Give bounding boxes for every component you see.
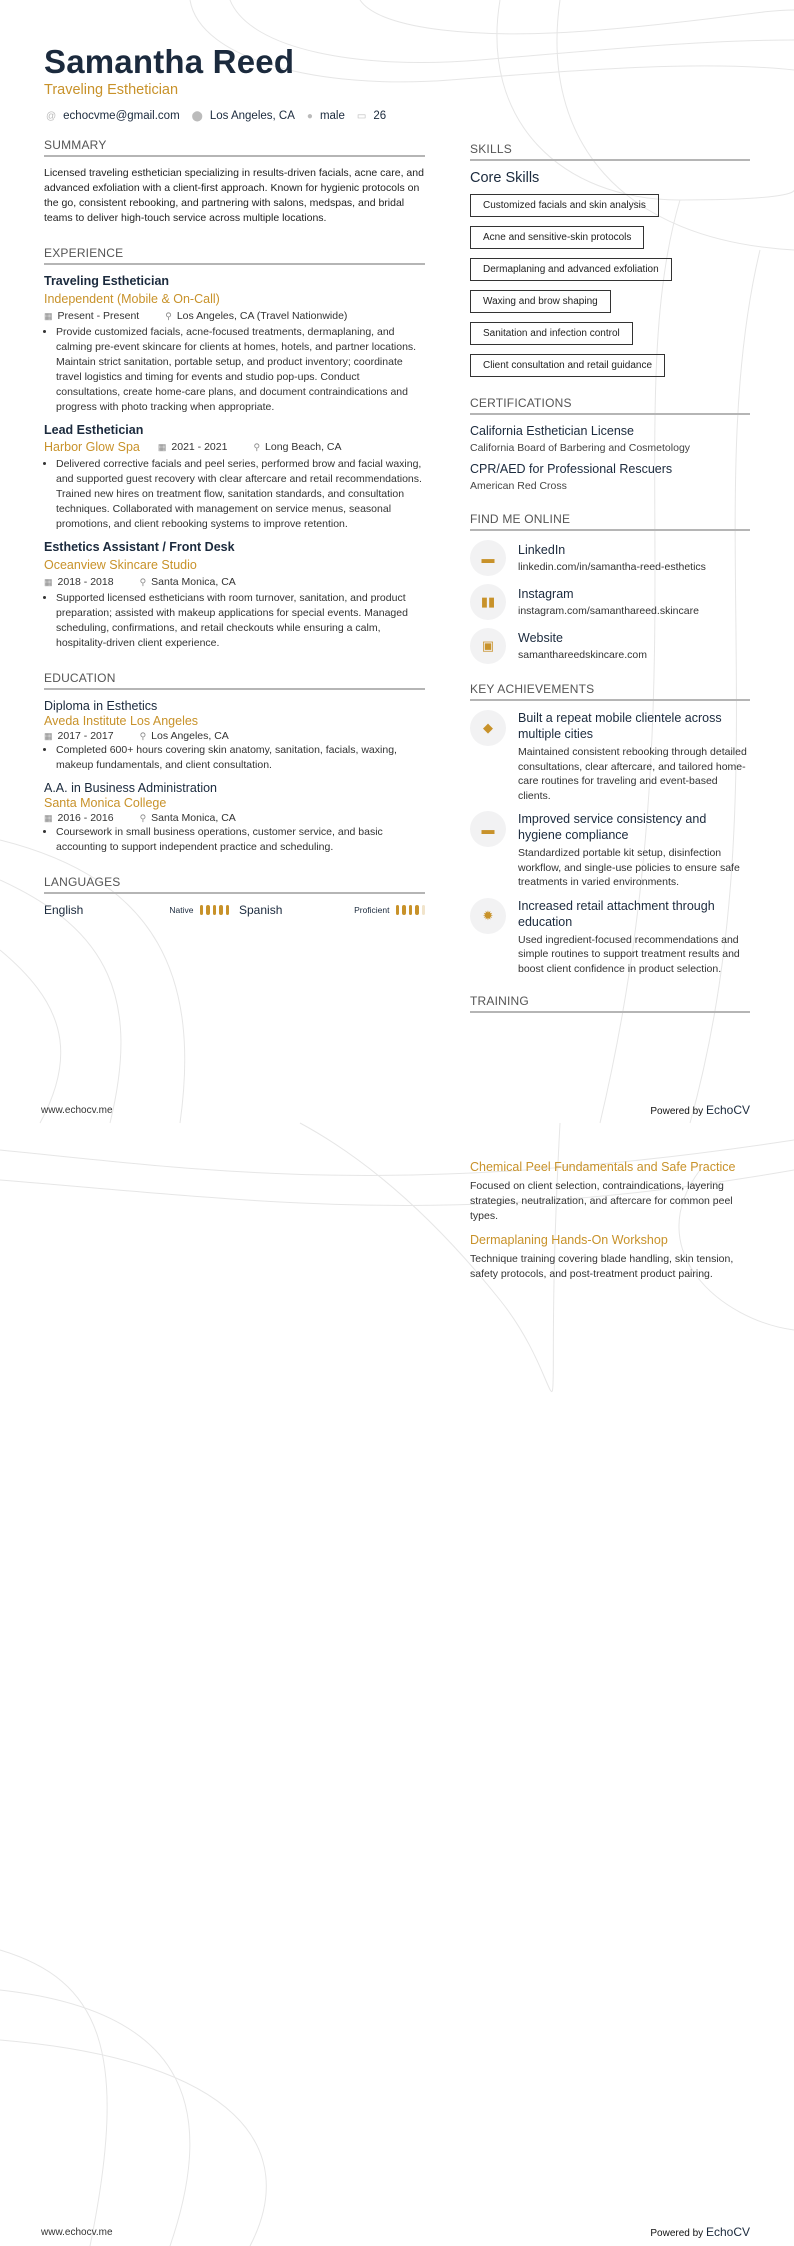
location: Los Angeles, CA <box>209 110 295 122</box>
summary-text: Licensed traveling esthetician specializing in results-driven facials, acne care, and advanced exfoliation with a client-first approach. Known for hygienic protocols on the go, consistent rebooking, and partnering with salons, medspas, and bridal teams to deliver high-touch service across multiple locations. <box>44 167 424 224</box>
skill-chip: Sanitation and infection control <box>470 322 633 345</box>
book-icon: ▮▮ <box>470 584 506 620</box>
gear-icon: ✹ <box>470 898 506 934</box>
dates: 2018 - 2018 <box>57 576 114 588</box>
achievement-item <box>470 811 750 890</box>
gender: male <box>319 110 345 122</box>
rating-bar <box>226 905 230 915</box>
location-pin-icon: ⬤ <box>191 110 203 122</box>
languages-list <box>44 903 425 917</box>
achievement-title: Built a repeat mobile clientele across multiple cities <box>518 711 722 741</box>
bullet: • Completed 600+ hours covering skin anatomy, sanitation, facials, waxing, makeup fundamentals, and client consultation. <box>56 743 425 773</box>
powered-by-label: Powered by <box>650 1106 704 1117</box>
skill-chip: Dermaplaning and advanced exfoliation <box>470 258 672 281</box>
section-experience-heading: EXPERIENCE <box>44 246 425 265</box>
achievement-item <box>470 898 750 977</box>
location-pin-icon: ⚲ <box>165 310 172 321</box>
skill-chip: Acne and sensitive-skin protocols <box>470 226 644 249</box>
code-icon: ◆ <box>470 710 506 746</box>
bookmark-icon: ▣ <box>470 628 506 664</box>
job-title: Traveling Esthetician <box>44 274 170 288</box>
skill-chip: Client consultation and retail guidance <box>470 354 665 377</box>
training-desc: Technique training covering blade handling, skin tension, safety protocols, and post-treatment product pairing. <box>470 1253 734 1280</box>
section-summary-heading: SUMMARY <box>44 138 425 157</box>
section-training-heading: TRAINING <box>470 994 750 1013</box>
calendar-icon: ▦ <box>44 730 53 741</box>
online-url[interactable]: linkedin.com/in/samantha-reed-esthetics <box>518 561 706 573</box>
section-certifications-heading: CERTIFICATIONS <box>470 396 750 415</box>
page-2 <box>0 1123 794 2246</box>
calendar-icon: ▦ <box>157 441 167 452</box>
bullet: • Delivered corrective facials and peel series, performed brow and facial waxing, and supported guest recovery with clear aftercare and retail recommendations. Trained new hires on treatment flow, sanitation standards, and consultation techniques. Collaborated with management on service menus, seasonal promotions, and client rebooking systems to improve retention. <box>56 457 425 532</box>
badge-icon: ▬ <box>470 540 506 576</box>
degree: Diploma in Esthetics <box>44 699 158 713</box>
certification-issuer: American Red Cross <box>470 480 567 492</box>
footer-site[interactable]: www.echocv.me <box>41 2227 113 2238</box>
experience-item <box>44 274 425 415</box>
achievement-item <box>470 710 750 803</box>
brand-logo: EchoCV <box>705 1103 750 1117</box>
rating-bar <box>396 905 400 915</box>
section-education-heading: EDUCATION <box>44 671 425 690</box>
calendar-icon: ▦ <box>44 310 53 321</box>
rating-bar <box>219 905 223 915</box>
achievement-desc: Standardized portable kit setup, disinfection workflow, and single-use policies to ensure safe treatments in varied environments. <box>518 847 740 888</box>
skills-list <box>470 194 750 386</box>
job-title: Esthetics Assistant / Front Desk <box>44 540 235 554</box>
rating-bar <box>422 905 426 915</box>
dates: 2017 - 2017 <box>57 730 114 742</box>
training-title: Dermaplaning Hands-On Workshop <box>470 1233 668 1247</box>
location-pin-icon: ⚲ <box>253 441 261 452</box>
job-title: Traveling Esthetician <box>44 82 179 98</box>
certification-name: CPR/AED for Professional Rescuers <box>470 462 673 476</box>
location: Long Beach, CA <box>265 441 342 453</box>
section-skills-heading: SKILLS <box>470 142 750 161</box>
rating-bar <box>402 905 406 915</box>
section-online-heading: FIND ME ONLINE <box>470 512 750 531</box>
skill-chip: Waxing and brow shaping <box>470 290 611 313</box>
at-icon: @ <box>46 110 57 122</box>
education-item <box>44 699 425 773</box>
language-item <box>44 903 229 917</box>
company: Oceanview Skincare Studio <box>44 558 197 572</box>
bullet: • Supported licensed estheticians with room turnover, sanitation, and product preparation; assisted with makeup applications for special events. Managed scheduling, confirmations, and retail checkouts while ensuring a calm, hospitality-driven client experience. <box>56 591 425 651</box>
job-title: Lead Esthetician <box>44 423 144 437</box>
certification-issuer: California Board of Barbering and Cosmetology <box>470 442 691 454</box>
dates: Present - Present <box>57 310 140 322</box>
online-website[interactable] <box>470 628 750 664</box>
online-url[interactable]: samanthareedskincare.com <box>518 649 647 661</box>
company: Harbor Glow Spa <box>44 440 140 454</box>
dates: 2016 - 2016 <box>57 812 114 824</box>
achievement-title: Increased retail attachment through education <box>518 898 715 929</box>
footer-powered[interactable] <box>650 2225 750 2239</box>
left-column <box>44 44 425 917</box>
rating-bar <box>415 905 419 915</box>
online-label: Website <box>518 631 563 645</box>
achievement-desc: Used ingredient-focused recommendations and simple routines to support treatment results and boost client confidence in product selection. <box>518 933 740 975</box>
location: Los Angeles, CA (Travel Nationwide) <box>176 310 348 322</box>
degree: A.A. in Business Administration <box>44 781 217 795</box>
training-desc: Focused on client selection, contraindications, layering strategies, neutralization, and aftercare for common peel types. <box>470 1180 733 1222</box>
education-item <box>44 781 425 855</box>
location-pin-icon: ⚲ <box>139 812 147 823</box>
certification-name: California Esthetician License <box>470 424 634 438</box>
person-icon: ● <box>306 110 313 122</box>
experience-item <box>44 540 425 651</box>
rating-bar <box>409 905 413 915</box>
school: Santa Monica College <box>44 796 167 810</box>
rating-bar <box>200 905 204 915</box>
experience-item <box>44 423 425 532</box>
right-column <box>470 142 750 1022</box>
language-name: Spanish <box>239 903 283 917</box>
language-rating <box>200 905 230 915</box>
training-list <box>470 1159 750 1282</box>
calendar-icon: ▭ <box>356 110 367 122</box>
email[interactable]: echocvme@gmail.com <box>63 110 180 122</box>
age: 26 <box>373 110 387 122</box>
section-languages-heading: LANGUAGES <box>44 875 425 894</box>
language-level: Proficient <box>354 905 390 915</box>
brand-logo: EchoCV <box>705 2225 750 2239</box>
footer-powered[interactable] <box>650 1103 750 1117</box>
footer-site[interactable]: www.echocv.me <box>41 1105 113 1116</box>
candidate-name: Samantha Reed <box>44 43 295 80</box>
powered-by-label: Powered by <box>650 2228 704 2239</box>
skills-group-title: Core Skills <box>470 170 540 186</box>
location: Los Angeles, CA <box>151 730 229 742</box>
section-achievements-heading: KEY ACHIEVEMENTS <box>470 682 750 701</box>
location-pin-icon: ⚲ <box>139 576 147 587</box>
bullet: • Provide customized facials, acne-focused treatments, dermaplaning, and calming pre-event skincare for clients at homes, hotels, and partner locations. Maintain strict sanitation, portable setup, and product inventory; coordinate travel logistics and timing for events and studio pop-ups. Conduct consultations, create home-care plans, and document contraindications and progress with photo tracking when appropriate. <box>56 325 425 415</box>
rating-bar <box>206 905 210 915</box>
company: Independent (Mobile & On-Call) <box>44 292 220 306</box>
language-rating <box>396 905 426 915</box>
achievement-desc: Maintained consistent rebooking through detailed consultations, clear aftercare, and tailored home-care routines for traveling and event-based clients. <box>518 746 747 802</box>
skill-chip: Customized facials and skin analysis <box>470 194 659 217</box>
calendar-icon: ▦ <box>44 576 53 587</box>
language-name: English <box>44 903 84 917</box>
card-icon: ▬ <box>470 811 506 847</box>
location: Santa Monica, CA <box>151 576 236 588</box>
achievement-title: Improved service consistency and hygiene compliance <box>518 812 707 842</box>
online-instagram[interactable] <box>470 584 750 620</box>
contact-row <box>46 110 425 122</box>
online-url[interactable]: instagram.com/samanthareed.skincare <box>518 605 699 617</box>
language-level: Native <box>169 905 194 915</box>
online-label: Instagram <box>518 587 574 601</box>
calendar-icon: ▦ <box>44 812 53 823</box>
school: Aveda Institute Los Angeles <box>44 714 199 728</box>
language-item <box>239 903 425 917</box>
online-label: LinkedIn <box>518 543 566 557</box>
bullet: • Coursework in small business operations, customer service, and basic accounting to support independent practice and scheduling. <box>56 825 425 855</box>
location: Santa Monica, CA <box>151 812 236 824</box>
training-title: Chemical Peel Fundamentals and Safe Practice <box>470 1160 736 1174</box>
online-linkedin[interactable] <box>470 540 750 576</box>
location-pin-icon: ⚲ <box>139 730 147 741</box>
dates: 2021 - 2021 <box>171 441 228 453</box>
rating-bar <box>213 905 217 915</box>
